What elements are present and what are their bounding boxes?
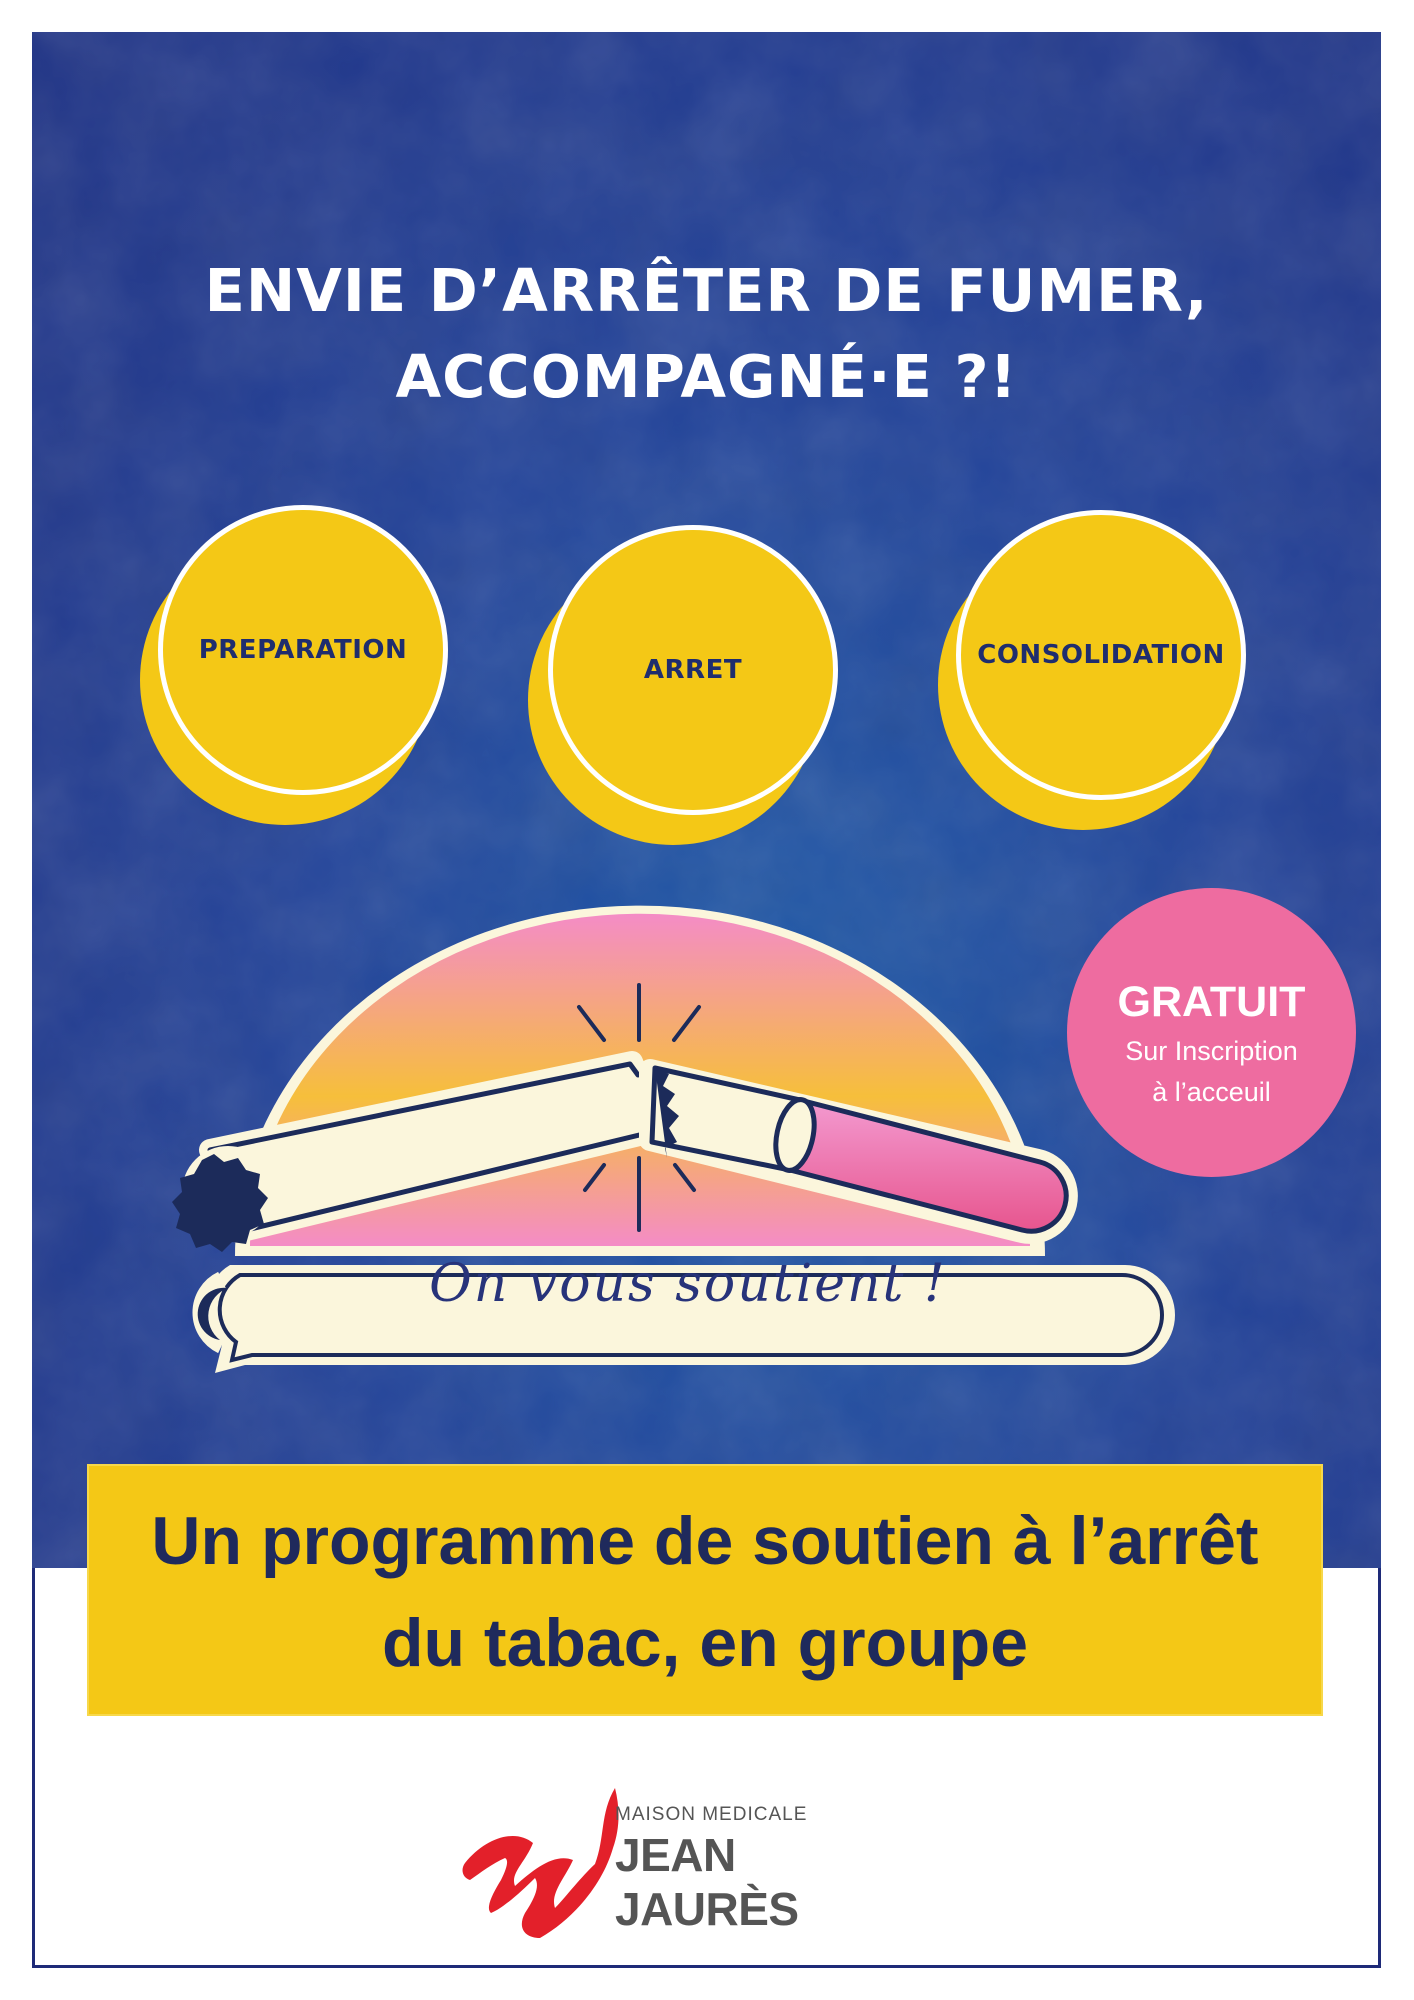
step-label-consolidation: CONSOLIDATION	[977, 640, 1225, 670]
headline-line-1: ENVIE D’ARRÊTER DE FUMER,	[204, 256, 1209, 325]
banner-text	[89, 1490, 1321, 1694]
program-banner	[89, 1466, 1321, 1714]
step-label-preparation: PREPARATION	[198, 635, 408, 665]
slogan-text: On vous soutient !	[429, 1254, 947, 1314]
banner-line-1: Un programme de soutien à l’arrêt	[151, 1503, 1259, 1579]
logo-big-text: JEAN JAURÈS	[615, 1829, 799, 1935]
badge-line-1: Sur Inscription	[1125, 1036, 1298, 1066]
badge-line-2: à l’acceuil	[1152, 1077, 1271, 1107]
badge-title: GRATUIT	[1117, 978, 1306, 1026]
logo-small-text: MAISON MEDICALE	[615, 1804, 808, 1825]
free-badge	[1067, 888, 1356, 1177]
headline-line-2: ACCOMPAGNÉ·E ?!	[395, 342, 1018, 411]
step-label-arret: ARRET	[643, 655, 743, 685]
maison-medicale-logo	[455, 1768, 835, 1943]
logo-mark-icon	[455, 1768, 625, 1943]
banner-line-2: du tabac, en groupe	[381, 1605, 1029, 1681]
